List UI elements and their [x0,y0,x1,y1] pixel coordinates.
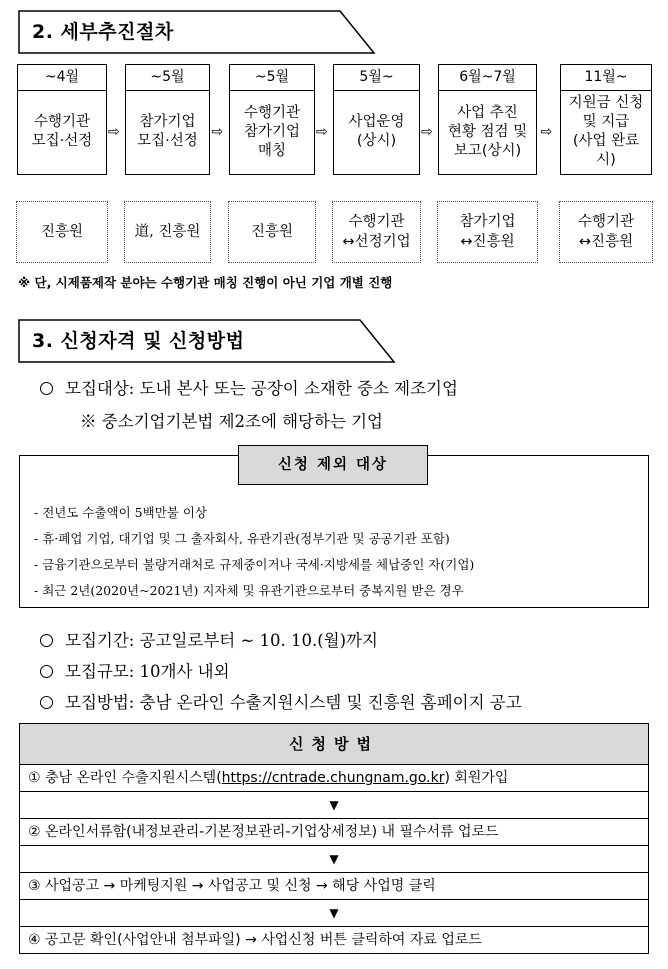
process-step-task-line: 참가기업 [243,123,301,140]
process-step [560,64,652,175]
method-step-3: ③ 사업공고 → 마케팅지원 → 사업공고 및 신청 → 해당 사업명 클릭 [20,873,648,900]
process-step-task [126,91,209,173]
recruit-period [40,627,378,651]
section-2-header [18,10,378,54]
process-step-task [18,91,106,173]
right-arrow-icon: ⇨ [316,124,328,140]
process-step [125,64,210,175]
recruit-scale [40,658,230,682]
section-3-header [18,319,398,363]
circle-bullet-icon [40,634,53,647]
process-step-task-line: 모집·선정 [137,133,198,149]
right-arrow-icon: ⇨ [211,124,224,140]
process-step-period: ~5월 [126,65,209,91]
method-table-title: 신청방법 [20,724,648,765]
right-arrow-icon: ⇨ [540,124,553,140]
process-step-task-line: 및 지급 [582,114,630,130]
recruit-period-text: 모집기간: 공고일로부터 ~ 10. 10.(월)까지 [65,631,378,650]
process-step-task-line: 수행기관 [243,104,301,121]
right-arrow-icon: ⇨ [421,124,433,140]
process-step-task [561,91,651,173]
eligibility-note [80,408,383,432]
eligibility-target [40,375,458,399]
process-step-task-line: 사업 추진 [457,104,518,121]
circle-bullet-icon [40,696,53,709]
process-note: ※ 단, 시제품제작 분야는 수행기관 매칭 진행이 아닌 기업 개별 진행 [18,275,393,290]
process-step-actor-line: 진흥원 [40,224,84,240]
eligibility-target-text: 모집대상: 도내 본사 또는 공장이 소재한 중소 제조기업 [65,379,458,398]
circle-bullet-icon [40,382,53,395]
process-step-actor-line: 수행기관 [348,214,405,230]
method-step-2: ② 온라인서류함(내정보관리-기본정보관리-기업상세정보) 내 필수서류 업로드 [20,819,648,846]
process-step-task [230,91,314,173]
process-step-task-line: 모집·선정 [31,133,93,149]
process-step-actor-line: 수행기관 [577,214,635,230]
process-step-task [439,91,536,173]
process-step-actor-line: 진흥원 [250,224,294,240]
exclusion-item: - 휴·폐업 기업, 대기업 및 그 출자회사, 유관기관(정부기관 및 공공기관 포함) [34,531,450,546]
section-3-title: 3. 신청자격 및 신청방법 [32,330,245,352]
method-step-1-prefix: ① 충남 온라인 수출지원시스템( [28,770,222,786]
process-step-actor [437,201,538,263]
process-step-task-line: 보고(상시) [453,142,522,159]
exclusion-item: - 전년도 수출액이 5백만불 이상 [34,505,207,520]
process-step-task-line: 사업운영 [348,114,405,130]
process-step-task-line: 지원금 신청 [568,95,644,111]
process-step-task-line: (사업 완료 시) [572,133,640,168]
process-step-task-line: 매칭 [257,142,286,159]
process-step-period: 5월~ [334,65,419,91]
process-step [438,64,537,175]
eligibility-note-text: ※ 중소기업기본법 제2조에 해당하는 기업 [80,412,384,431]
process-step-task [334,91,419,173]
application-method-table [19,723,649,954]
circle-bullet-icon [40,665,53,678]
process-step-task-line: 수행기관 [33,114,90,130]
process-step [17,64,107,175]
process-step-actor [16,201,108,263]
process-step [229,64,315,175]
process-step-actor-line: 참가기업 [459,214,516,230]
process-step-actor [124,201,211,263]
exclusion-title: 신청 제외 대상 [238,445,428,485]
process-step-actor [559,201,653,263]
cntrade-link[interactable]: https://cntrade.chungnam.go.kr [221,770,445,786]
recruit-method-text: 모집방법: 충남 온라인 수출지원시스템 및 진흥원 홈페이지 공고 [65,693,522,712]
right-arrow-icon: ⇨ [108,124,120,140]
process-step-task-line: 참가기업 [139,114,196,130]
process-step-task-line: (상시) [356,133,397,149]
process-step-actor-line: ↔진흥원 [578,234,634,250]
process-step-actor-line: ↔진흥원 [460,234,515,250]
method-step-4: ④ 공고문 확인(사업안내 첨부파일) → 사업신청 버튼 클릭하여 자료 업로드 [28,932,482,948]
process-step-period: ~5월 [230,65,314,91]
down-arrow-icon: ▼ [20,792,648,819]
process-step [333,64,420,175]
recruit-scale-text: 모집규모: 10개사 내외 [65,662,230,681]
process-step-actor [228,201,316,263]
down-arrow-icon: ▼ [20,900,648,927]
down-arrow-icon: ▼ [20,846,648,873]
process-step-period: 11월~ [561,65,651,91]
process-step-task-line: 현황 점검 및 [447,123,528,140]
exclusion-item: - 최근 2년(2020년~2021년) 지자체 및 유관기관으로부터 중복지원 받은 경우 [34,583,464,598]
exclusion-item: - 금융기관으로부터 불량거래처로 규제중이거나 국세·지방세를 체납중인 자(기업) [34,557,475,572]
method-step-1 [20,765,648,792]
process-step-period: ~4월 [18,65,106,91]
method-step-1-suffix: ) 회원가입 [444,770,509,786]
process-step-actor-line: ↔선정기업 [342,234,411,250]
exclusion-box [19,455,649,608]
process-step-period: 6월~7월 [439,65,536,91]
section-2-title: 2. 세부추진절차 [32,21,174,43]
process-step-actor-line: 道, 진흥원 [134,224,201,240]
recruit-method [40,689,522,713]
process-step-actor [332,201,421,263]
